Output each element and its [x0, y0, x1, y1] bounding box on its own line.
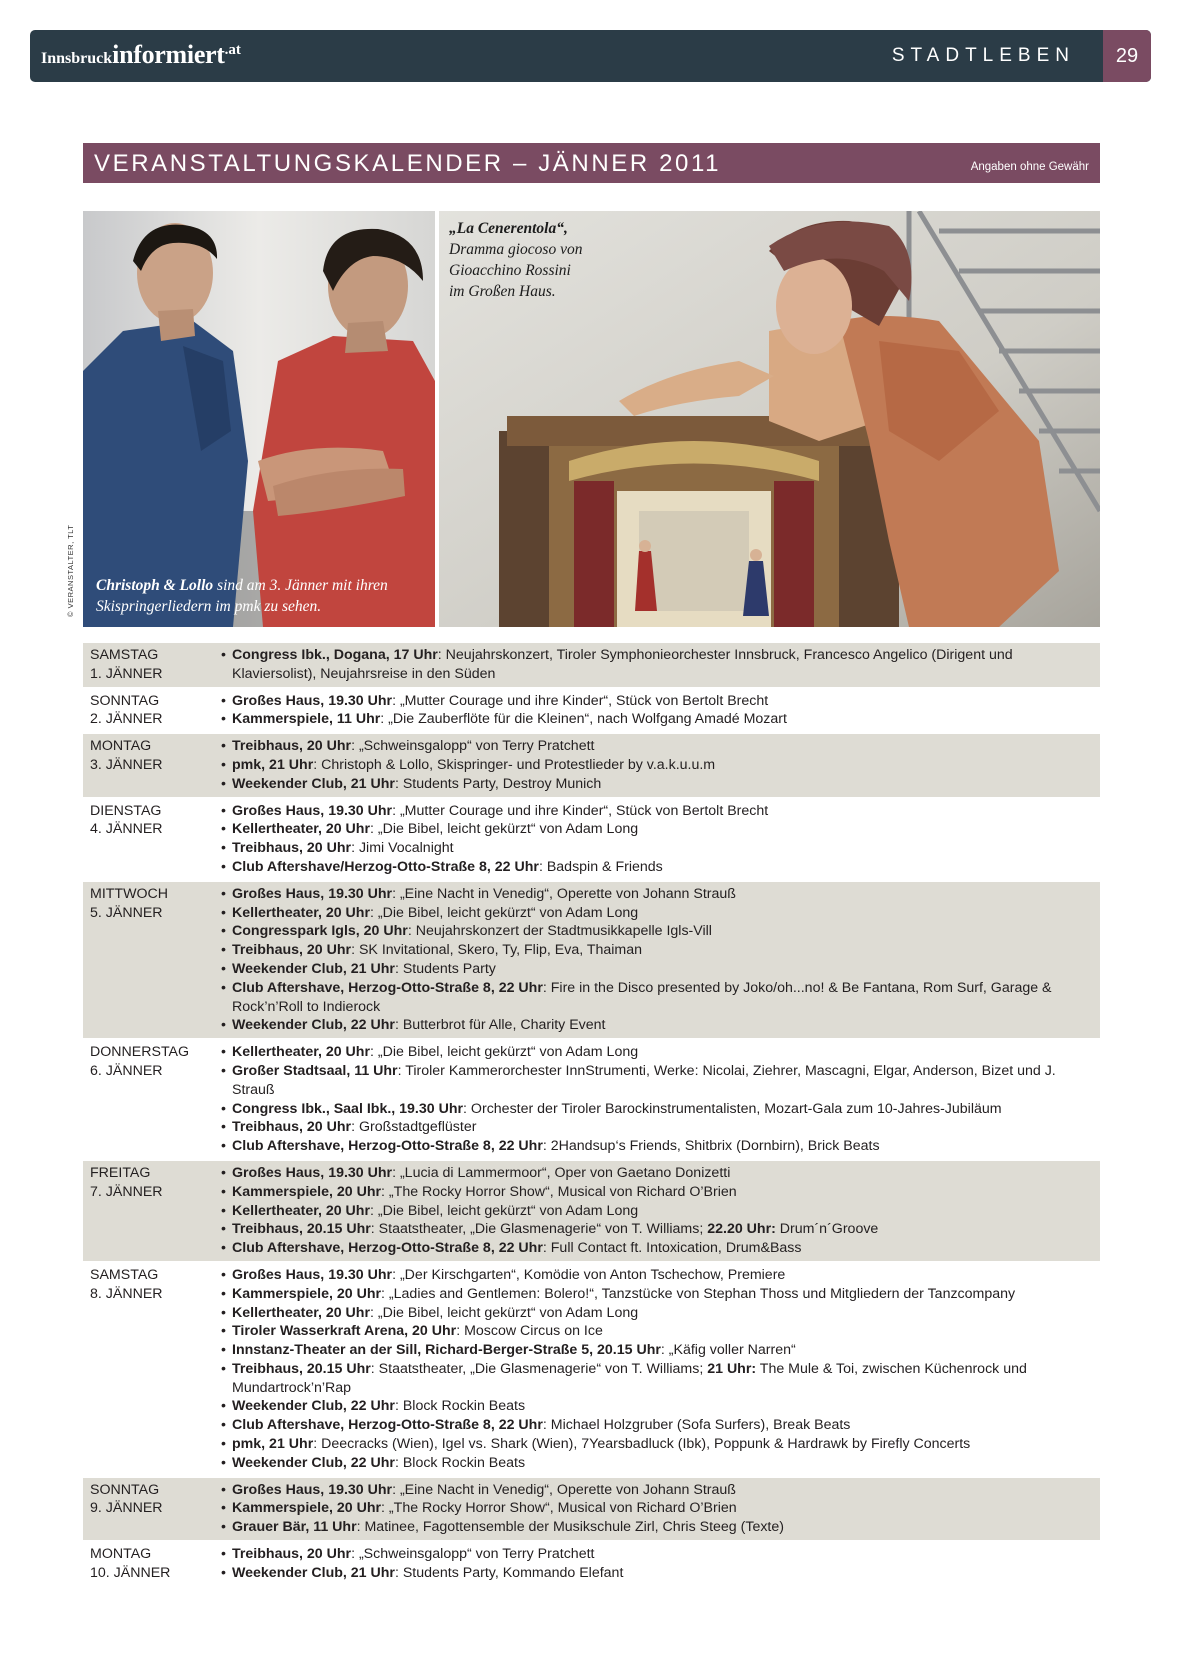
event-venue-time: Kammerspiele, 20 Uhr: [232, 1285, 382, 1302]
event-item: [216, 1202, 1100, 1221]
day-label: [83, 885, 216, 1035]
event-venue-time: Congresspark Igls, 20 Uhr: [232, 923, 408, 940]
event-item: [216, 1545, 1100, 1564]
event-venue-time: Treibhaus, 20.15 Uhr: [232, 1360, 371, 1377]
left-caption-text: sind am 3. Jänner mit ihren: [213, 577, 388, 594]
event-description: The Mule & Toi, zwischen Küchenrock und Mundartrock’n’Rap: [232, 1360, 1027, 1396]
event-venue-time: Club Aftershave/Herzog-Otto-Straße 8, 22 Uhr: [232, 858, 539, 875]
day-label: [83, 1164, 216, 1258]
event-venue-time: 22.20 Uhr:: [707, 1221, 776, 1238]
event-venue-time: Weekender Club, 21 Uhr: [232, 1564, 395, 1581]
event-description: : Michael Holzgruber (Sofa Surfers), Break Beats: [542, 1417, 851, 1434]
date: 7. JÄNNER: [90, 1183, 163, 1200]
event-item: [216, 802, 1100, 821]
event-item: [216, 885, 1100, 904]
event-description: : Christoph & Lollo, Skispringer- und Protestlieder by v.a.k.u.u.m: [313, 756, 716, 773]
event-venue-time: 21 Uhr:: [707, 1360, 757, 1377]
event-venue-time: Großes Haus, 19.30 Uhr: [232, 802, 393, 819]
event-venue-time: Treibhaus, 20 Uhr: [232, 840, 352, 857]
event-description: : „Die Bibel, leicht gekürzt“ von Adam Long: [370, 821, 639, 838]
calendar-day-row: [83, 1542, 1100, 1588]
event-venue-time: Treibhaus, 20 Uhr: [232, 738, 352, 755]
event-item: [216, 1239, 1100, 1258]
weekday: MONTAG: [90, 738, 152, 755]
header-bar: [30, 30, 1151, 82]
event-item: [216, 1322, 1100, 1341]
event-list: [216, 1481, 1100, 1537]
event-description: : Staatstheater, „Die Glasmenagerie“ von T. Williams;: [370, 1221, 708, 1238]
event-venue-time: Treibhaus, 20.15 Uhr: [232, 1221, 371, 1238]
event-description: : 2Handsup‘s Friends, Shitbrix (Dornbirn), Brick Beats: [542, 1138, 880, 1155]
event-description: : Badspin & Friends: [538, 858, 663, 875]
event-list: [216, 692, 1100, 730]
event-item: [216, 820, 1100, 839]
event-venue-time: Kellertheater, 20 Uhr: [232, 1202, 370, 1219]
weekday: SAMSTAG: [90, 1266, 159, 1283]
event-venue-time: pmk, 21 Uhr: [232, 1436, 314, 1453]
event-list: [216, 885, 1100, 1035]
event-description: : Matinee, Fagottensemble der Musikschule Zirl, Chris Steeg (Texte): [356, 1519, 784, 1536]
right-caption-title: „La Cenerentola“,: [449, 220, 568, 237]
event-venue-time: Kellertheater, 20 Uhr: [232, 1044, 370, 1061]
event-description: : „Ladies and Gentlemen: Bolero!“, Tanzstücke von Stephan Thoss und Mitgliedern der Tanzcompany: [381, 1285, 1016, 1302]
event-description: : Tiroler Kammerorchester InnStrumenti, Werke: Nicolai, Ziehrer, Mascagni, Elgar, Anderson, Bizet und J. Strauß: [232, 1062, 1056, 1098]
disclaimer-note: Angaben ohne Gewähr: [970, 161, 1089, 173]
event-description: : Full Contact ft. Intoxication, Drum&Bass: [542, 1240, 802, 1257]
event-description: : „Die Bibel, leicht gekürzt“ von Adam Long: [370, 1202, 639, 1219]
event-item: [216, 1220, 1100, 1239]
event-item: [216, 1360, 1100, 1398]
calendar-day-row: [83, 1040, 1100, 1161]
event-description: : Staatstheater, „Die Glasmenagerie“ von T. Williams;: [370, 1360, 708, 1377]
event-list: [216, 1043, 1100, 1156]
event-list: [216, 1545, 1100, 1583]
event-item: [216, 1341, 1100, 1360]
event-item: [216, 1416, 1100, 1435]
event-venue-time: Kellertheater, 20 Uhr: [232, 904, 370, 921]
event-venue-time: Congress Ibk., Dogana, 17 Uhr: [232, 647, 438, 663]
event-venue-time: pmk, 21 Uhr: [232, 756, 314, 773]
event-venue-time: Weekender Club, 22 Uhr: [232, 1017, 395, 1034]
event-item: [216, 737, 1100, 756]
event-description: : Butterbrot für Alle, Charity Event: [394, 1017, 606, 1034]
brand-logo[interactable]: [41, 40, 241, 70]
event-item: [216, 1183, 1100, 1202]
date: 2. JÄNNER: [90, 711, 163, 728]
event-venue-time: Treibhaus, 20 Uhr: [232, 1546, 352, 1563]
event-description: : SK Invitational, Skero, Ty, Flip, Eva, Thaiman: [351, 942, 643, 959]
day-label: [83, 1043, 216, 1156]
event-venue-time: Großer Stadtsaal, 11 Uhr: [232, 1062, 398, 1079]
event-venue-time: Treibhaus, 20 Uhr: [232, 942, 352, 959]
event-description: : „Die Bibel, leicht gekürzt“ von Adam Long: [370, 1304, 639, 1321]
event-venue-time: Großes Haus, 19.30 Uhr: [232, 1164, 393, 1181]
calendar-day-row: [83, 689, 1100, 735]
brand-main: informiert: [112, 40, 225, 69]
brand-prefix: Innsbruck: [41, 50, 113, 67]
event-description: Drum´n´Groove: [775, 1221, 879, 1238]
calendar-day-row: [83, 1263, 1100, 1478]
event-description: : Students Party, Destroy Munich: [394, 775, 602, 792]
event-item: [216, 1137, 1100, 1156]
date: 10. JÄNNER: [90, 1564, 171, 1581]
event-item: [216, 756, 1100, 775]
day-label: [83, 1481, 216, 1537]
event-description: : „Lucia di Lammermoor“, Oper von Gaetano Donizetti: [392, 1164, 731, 1181]
event-description: : Moscow Circus on Ice: [456, 1323, 603, 1340]
weekday: DONNERSTAG: [90, 1044, 190, 1061]
event-description: : „Die Bibel, leicht gekürzt“ von Adam Long: [370, 904, 639, 921]
calendar-day-row: [83, 1478, 1100, 1542]
weekday: SAMSTAG: [90, 647, 159, 663]
calendar-day-row: [83, 882, 1100, 1040]
event-calendar: [83, 643, 1100, 1588]
weekday: FREITAG: [90, 1164, 151, 1181]
weekday: MONTAG: [90, 1546, 152, 1563]
photo-christoph-lollo: [83, 211, 435, 627]
weekday: DIENSTAG: [90, 802, 162, 819]
right-caption-line: Dramma giocoso von: [449, 241, 583, 258]
event-description: : „Schweinsgalopp“ von Terry Pratchett: [351, 738, 595, 755]
event-venue-time: Club Aftershave, Herzog-Otto-Straße 8, 22 Uhr: [232, 1417, 543, 1434]
event-item: [216, 1118, 1100, 1137]
event-description: : Students Party, Kommando Elefant: [394, 1564, 624, 1581]
calendar-title-bar: [83, 143, 1100, 183]
event-item: [216, 1454, 1100, 1473]
calendar-day-row: [83, 734, 1100, 798]
event-item: [216, 1564, 1100, 1583]
event-item: [216, 692, 1100, 711]
event-venue-time: Großes Haus, 19.30 Uhr: [232, 692, 393, 709]
left-photo-caption: [96, 575, 388, 617]
date: 4. JÄNNER: [90, 821, 163, 838]
event-item: [216, 646, 1100, 684]
event-venue-time: Kammerspiele, 11 Uhr: [232, 711, 381, 728]
event-item: [216, 960, 1100, 979]
event-description: : „Käfig voller Narren“: [660, 1342, 796, 1359]
event-description: : „Die Bibel, leicht gekürzt“ von Adam Long: [370, 1044, 639, 1061]
left-caption-name: Christoph & Lollo: [96, 577, 214, 594]
event-description: : Orchester der Tiroler Barockinstrumentalisten, Mozart-Gala zum 10-Jahres-Jubiläum: [463, 1100, 1002, 1117]
page-number: 29: [1103, 30, 1151, 82]
event-item: [216, 1397, 1100, 1416]
event-venue-time: Club Aftershave, Herzog-Otto-Straße 8, 22 Uhr: [232, 1240, 543, 1257]
event-item: [216, 1285, 1100, 1304]
event-venue-time: Weekender Club, 22 Uhr: [232, 1454, 395, 1471]
event-description: : Deecracks (Wien), Igel vs. Shark (Wien), 7Yearsbadluck (Ibk), Poppunk & Hardrawk by Firefly Concerts: [313, 1436, 971, 1453]
date: 5. JÄNNER: [90, 904, 163, 921]
brand-suffix: .at: [224, 42, 241, 58]
right-caption-line: Gioacchino Rossini: [449, 262, 571, 279]
weekday: MITTWOCH: [90, 885, 169, 902]
event-venue-time: Kammerspiele, 20 Uhr: [232, 1500, 382, 1517]
event-venue-time: Club Aftershave, Herzog-Otto-Straße 8, 22 Uhr: [232, 979, 543, 996]
event-venue-time: Kellertheater, 20 Uhr: [232, 821, 370, 838]
right-photo-caption: [449, 218, 582, 302]
event-list: [216, 737, 1100, 793]
photo-credit: © VERANSTALTER, TLT: [66, 524, 75, 617]
day-label: [83, 692, 216, 730]
event-description: : „Mutter Courage und ihre Kinder“, Stück von Bertolt Brecht: [392, 802, 769, 819]
event-venue-time: Congress Ibk., Saal Ibk., 19.30 Uhr: [232, 1100, 464, 1117]
event-description: : Neujahrskonzert der Stadtmusikkapelle Igls-Vill: [407, 923, 712, 940]
weekday: SONNTAG: [90, 1481, 160, 1498]
event-item: [216, 941, 1100, 960]
event-venue-time: Treibhaus, 20 Uhr: [232, 1119, 352, 1136]
event-item: [216, 1266, 1100, 1285]
photo-la-cenerentola: [439, 211, 1100, 627]
calendar-day-row: [83, 643, 1100, 689]
event-description: : „Der Kirschgarten“, Komödie von Anton Tschechow, Premiere: [392, 1266, 786, 1283]
event-venue-time: Kammerspiele, 20 Uhr: [232, 1183, 382, 1200]
event-venue-time: Innstanz-Theater an der Sill, Richard-Berger-Straße 5, 20.15 Uhr: [232, 1342, 661, 1359]
event-description: : Jimi Vocalnight: [351, 840, 454, 857]
event-item: [216, 1164, 1100, 1183]
event-item: [216, 1499, 1100, 1518]
date: 9. JÄNNER: [90, 1500, 163, 1517]
event-item: [216, 839, 1100, 858]
day-label: [83, 802, 216, 877]
event-item: [216, 710, 1100, 729]
event-list: [216, 646, 1100, 684]
date: 8. JÄNNER: [90, 1285, 163, 1302]
day-label: [83, 1545, 216, 1583]
event-venue-time: Großes Haus, 19.30 Uhr: [232, 885, 393, 902]
event-list: [216, 1266, 1100, 1473]
event-description: : „The Rocky Horror Show“, Musical von Richard O’Brien: [381, 1500, 737, 1517]
event-item: [216, 979, 1100, 1017]
event-item: [216, 1100, 1100, 1119]
section-label: STADTLEBEN: [891, 45, 1075, 66]
event-item: [216, 775, 1100, 794]
event-item: [216, 1016, 1100, 1035]
event-description: : Großstadtgeflüster: [351, 1119, 477, 1136]
calendar-title: VERANSTALTUNGSKALENDER – JÄNNER 2011: [94, 150, 722, 177]
event-item: [216, 1062, 1100, 1100]
right-caption-line: im Großen Haus.: [449, 283, 556, 300]
event-venue-time: Kellertheater, 20 Uhr: [232, 1304, 370, 1321]
event-venue-time: Weekender Club, 21 Uhr: [232, 960, 395, 977]
event-item: [216, 922, 1100, 941]
event-venue-time: Großes Haus, 19.30 Uhr: [232, 1481, 393, 1498]
event-item: [216, 1304, 1100, 1323]
event-description: : Block Rockin Beats: [394, 1398, 526, 1415]
calendar-day-row: [83, 1161, 1100, 1263]
event-item: [216, 1518, 1100, 1537]
left-caption-line2: Skispringerliedern im pmk zu sehen.: [96, 598, 322, 615]
event-venue-time: Großes Haus, 19.30 Uhr: [232, 1266, 393, 1283]
event-item: [216, 858, 1100, 877]
event-description: : „Eine Nacht in Venedig“, Operette von Johann Strauß: [392, 885, 736, 902]
day-label: [83, 1266, 216, 1473]
calendar-day-row: [83, 799, 1100, 882]
day-label: [83, 646, 216, 684]
event-venue-time: Weekender Club, 21 Uhr: [232, 775, 395, 792]
event-description: : Students Party: [394, 960, 496, 977]
date: 6. JÄNNER: [90, 1062, 163, 1079]
event-description: : „Mutter Courage und ihre Kinder“, Stück von Bertolt Brecht: [392, 692, 769, 709]
date: 1. JÄNNER: [90, 665, 163, 682]
event-item: [216, 904, 1100, 923]
event-venue-time: Weekender Club, 22 Uhr: [232, 1398, 395, 1415]
event-description: : Fire in the Disco presented by Joko/oh...no! & Be Fantana, Rom Surf, Garage & Rock’n’Roll to Indierock: [232, 979, 1052, 1015]
event-venue-time: Grauer Bär, 11 Uhr: [232, 1519, 357, 1536]
event-description: : „Die Zauberflöte für die Kleinen“, nach Wolfgang Amadé Mozart: [380, 711, 787, 728]
event-list: [216, 802, 1100, 877]
event-item: [216, 1481, 1100, 1500]
event-description: : „Eine Nacht in Venedig“, Operette von Johann Strauß: [392, 1481, 736, 1498]
event-description: : Neujahrskonzert, Tiroler Symphonieorchester Innsbruck, Francesco Angelico (Dirigent und Klaviersolist), Neujahrsreise in den Süden: [232, 647, 1013, 682]
date: 3. JÄNNER: [90, 756, 163, 773]
event-description: : Block Rockin Beats: [394, 1454, 526, 1471]
event-item: [216, 1043, 1100, 1062]
event-list: [216, 1164, 1100, 1258]
event-description: : „The Rocky Horror Show“, Musical von Richard O’Brien: [381, 1183, 737, 1200]
event-venue-time: Tiroler Wasserkraft Arena, 20 Uhr: [232, 1323, 457, 1340]
event-venue-time: Club Aftershave, Herzog-Otto-Straße 8, 22 Uhr: [232, 1138, 543, 1155]
event-description: : „Schweinsgalopp“ von Terry Pratchett: [351, 1546, 595, 1563]
day-label: [83, 737, 216, 793]
weekday: SONNTAG: [90, 692, 160, 709]
event-item: [216, 1435, 1100, 1454]
